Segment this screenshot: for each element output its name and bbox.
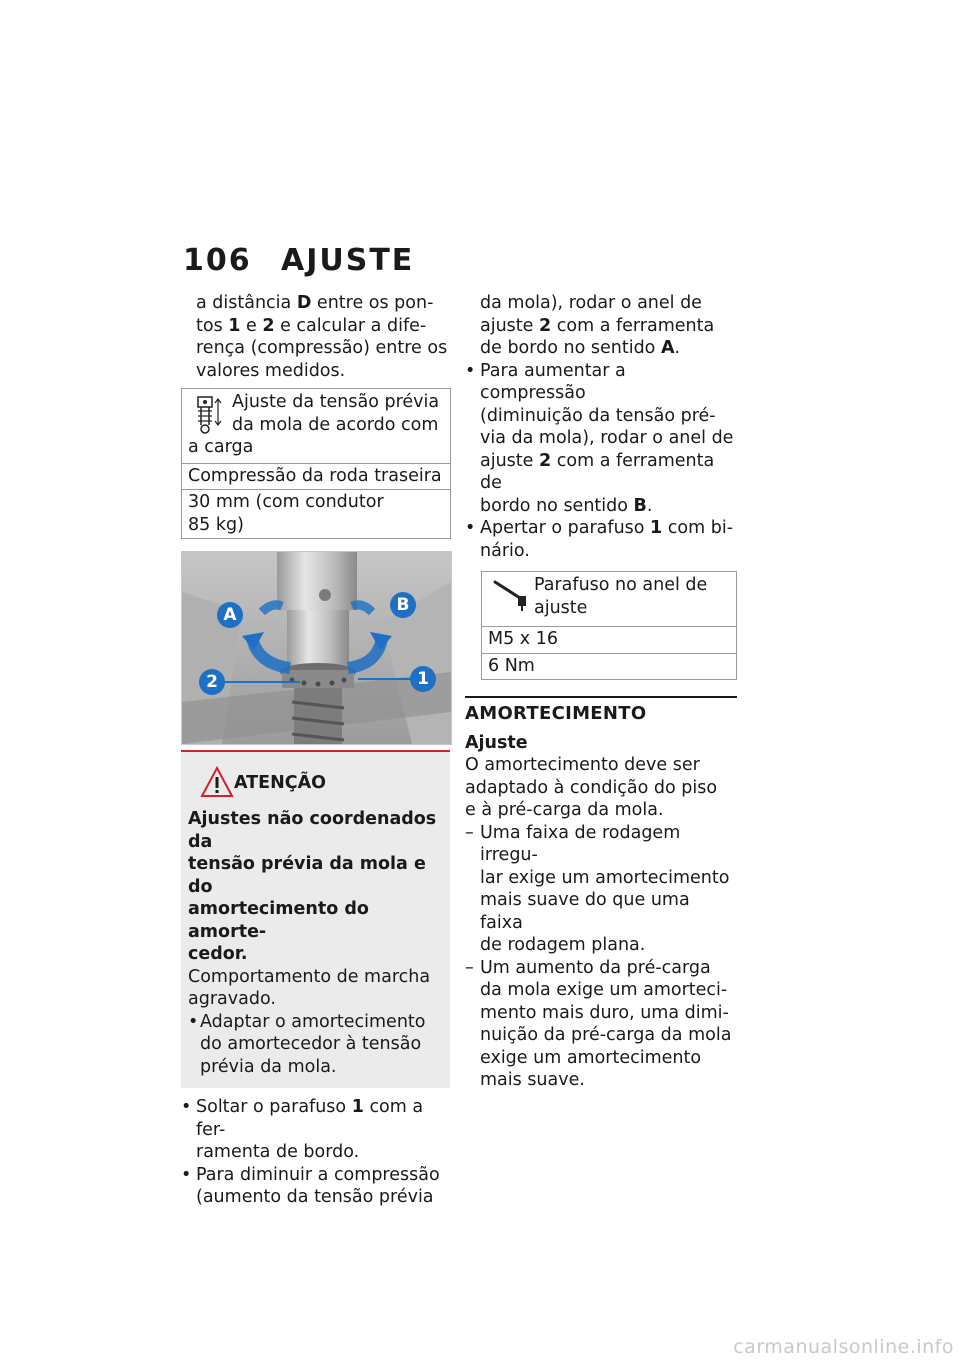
- warning-title: ATENÇÃO: [234, 773, 326, 793]
- warning-heading: [188, 766, 443, 798]
- section-divider: [465, 696, 737, 698]
- table-row: Compressão da roda traseira: [182, 463, 450, 490]
- step-loosen-screw: • Soltar o parafuso 1 com a fer- ramenta de bordo.: [181, 1097, 424, 1162]
- intro-paragraph: a distância D entre os pon- tos 1 e 2 e calcular a dife- rença (compressão) entre os valores medidos.: [196, 293, 448, 381]
- table-row: M5 x 16: [482, 626, 736, 653]
- left-column: [181, 292, 451, 539]
- subsection-heading: Ajuste: [465, 732, 528, 753]
- warning-triangle-icon: [200, 766, 234, 798]
- step-tighten-screw: • Apertar o parafuso 1 com bi- nário.: [465, 518, 734, 561]
- spring-preload-table: [181, 388, 451, 539]
- spring-strut-icon: [190, 395, 224, 435]
- step-decrease-continued: da mola), rodar o anel de ajuste 2 com a ferramenta de bordo no sentido A.: [480, 293, 715, 358]
- suspension-illustration: [182, 552, 451, 744]
- section-heading: AMORTECIMENTO: [465, 703, 647, 724]
- label-1: 1: [410, 666, 436, 692]
- page-header: [183, 243, 414, 278]
- label-b: B: [390, 592, 416, 618]
- warning-panel: [181, 750, 450, 1209]
- torque-table: [481, 571, 737, 680]
- dash-item: – Um aumento da pré-carga da mola exige um amorteci- mento mais duro, uma dimi- nuição da pré-carga da mola exige um amortecimento mais suave.: [465, 957, 732, 1090]
- page-number: 106: [183, 243, 252, 278]
- step-decrease-compression: • Para diminuir a compressão (aumento da tensão prévia: [181, 1164, 440, 1207]
- shock-absorber-photo: [181, 551, 452, 745]
- torque-wrench-icon: [492, 578, 534, 612]
- watermark: carmanualsonline.info: [733, 1336, 954, 1358]
- label-2: 2: [199, 669, 225, 695]
- table-header: Ajuste da tensão prévia da mola de acordo com a carga: [188, 392, 440, 457]
- label-a: A: [217, 602, 243, 628]
- section-title: AJUSTE: [281, 243, 415, 278]
- table-row: 6 Nm: [482, 653, 736, 680]
- right-column: [465, 292, 737, 1092]
- dash-item: – Uma faixa de rodagem irregu- lar exige um amortecimento mais suave do que uma faixa de rodagem plana.: [465, 822, 730, 955]
- table-header: Parafuso no anel de ajuste: [482, 572, 736, 626]
- body-paragraph: O amortecimento deve ser adaptado à condição do piso e à pré-carga da mola.: [465, 755, 718, 820]
- table-row: 30 mm (com condutor 85 kg): [182, 489, 450, 538]
- warning-hazard: Ajustes não coordenados da tensão prévia da mola e do amortecimento do amorte- cedor.: [188, 809, 437, 964]
- warning-action: • Adaptar o amortecimento do amortecedor à tensão prévia da mola.: [188, 1011, 426, 1077]
- step-increase-compression: • Para aumentar a compressão (diminuição da tensão pré- via da mola), rodar o anel de ajuste 2 com a ferramenta de bordo no sentido B.: [465, 360, 734, 516]
- warning-consequence: Comportamento de marcha agravado.: [188, 966, 431, 1009]
